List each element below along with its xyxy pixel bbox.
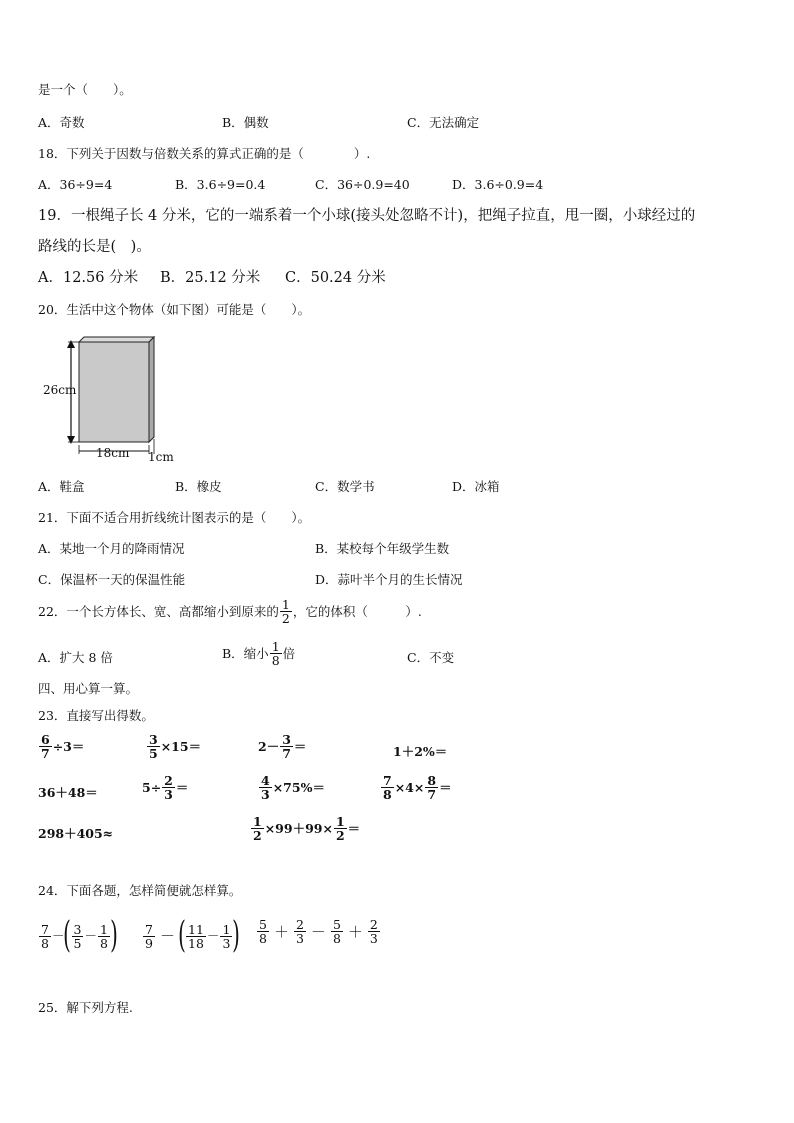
- q22-option-b-fraction: $\frac{1}{8}$: [271, 639, 280, 668]
- q23-expr-8: $\frac{7}{8}$ ×4× $\frac{8}{7}$ ＝: [383, 773, 452, 802]
- q18-option-d: D．3.6÷0.9=4: [452, 177, 544, 192]
- q21-option-b: B．某校每个年级学生数: [315, 541, 450, 556]
- q22-stem: [38, 598, 422, 625]
- q22-option-c: C．不变: [407, 650, 455, 665]
- q25-stem: 25．解下列方程.: [38, 1000, 133, 1015]
- q17-option-b: B．偶数: [222, 115, 269, 130]
- section-4-title: 四、用心算一算。: [38, 681, 139, 696]
- q18-option-b: B．3.6÷9=0.4: [175, 177, 266, 192]
- q18-option-a: A．36÷9=4: [38, 177, 113, 192]
- box-side-face: [149, 337, 154, 442]
- q22-stem-before: 22．一个长方体长、宽、高都缩小到原来的: [38, 603, 279, 619]
- q22-stem-after: ，它的体积（ ）.: [292, 603, 422, 619]
- q23-expr-3: 2－ $\frac{3}{7}$ ＝: [258, 732, 307, 761]
- q17-stem-tail: 是一个（ ）。: [38, 82, 132, 97]
- q19-stem-line1: 19．一根绳子长 4 分米，它的一端系着一个小球(接头处忽略不计)，把绳子拉直，甩一圈，小球经过的: [38, 208, 696, 224]
- figure-height-label: 26cm: [43, 383, 77, 397]
- q21-option-c: C．保温杯一天的保温性能: [38, 572, 186, 587]
- q19-option-b: B．25.12 分米: [160, 270, 261, 286]
- q23-expr-9: 298＋405≈: [38, 826, 114, 841]
- q20-option-d: D．冰箱: [452, 479, 500, 494]
- q19-stem-line2: 路线的长是( )。: [38, 239, 151, 255]
- q24-problem-3: $\frac{5}{8}$ ＋ $\frac{2}{3}$ － $\frac{5}{8}$ ＋ $\frac{2}{3}$: [259, 917, 378, 946]
- figure-width-label: 18cm: [96, 446, 130, 460]
- q23-expr-6: 5÷ $\frac{2}{3}$ ＝: [142, 773, 189, 802]
- q19-option-c: C．50.24 分米: [285, 270, 386, 286]
- q20-option-a: A．鞋盒: [38, 479, 85, 494]
- q17-option-c: C．无法确定: [407, 115, 480, 130]
- q20-figure: [38, 332, 188, 467]
- q24-problem-1: $\frac{7}{8}$ － ( $\frac{3}{5}$ － $\frac{1}{8}$ ): [41, 915, 118, 956]
- q17-option-a: A．奇数: [38, 115, 85, 130]
- q18-option-c: C．36÷0.9=40: [315, 177, 410, 192]
- q23-expr-5: 36＋48＝: [38, 785, 98, 800]
- q23-expr-7: $\frac{4}{3}$ ×75%＝: [261, 773, 325, 802]
- q24-problem-2: $\frac{7}{9}$ － ( $\frac{11}{18}$ － $\frac{1}{3}$ ): [145, 915, 241, 956]
- figure-depth-label: 1cm: [148, 450, 174, 464]
- q20-stem: 20．生活中这个物体（如下图）可能是（ ）。: [38, 302, 311, 317]
- q21-stem: 21．下面不适合用折线统计图表示的是（ ）。: [38, 510, 311, 525]
- q23-expr-4: 1＋2%＝: [393, 744, 448, 759]
- q20-option-b: B．橡皮: [175, 479, 222, 494]
- q23-expr-2: $\frac{3}{5}$ ×15＝: [149, 732, 202, 761]
- q20-option-c: C．数学书: [315, 479, 375, 494]
- q23-expr-10: $\frac{1}{2}$ ×99＋99× $\frac{1}{2}$ ＝: [253, 814, 361, 843]
- q22-option-b: B．缩小 $\frac{1}{8}$ 倍: [222, 639, 296, 668]
- box-front-face: [79, 342, 149, 442]
- q24-stem: 24．下面各题，怎样简便就怎样算。: [38, 883, 242, 898]
- q22-fraction: $\frac{1}{2}$: [281, 597, 290, 626]
- q21-option-d: D．蒜叶半个月的生长情况: [315, 572, 463, 587]
- box-top-face: [79, 337, 154, 342]
- q22-option-a: A．扩大 8 倍: [38, 650, 113, 665]
- q19-option-a: A．12.56 分米: [38, 270, 139, 286]
- q23-expr-1: $\frac{6}{7}$ ÷3＝: [41, 732, 85, 761]
- q23-stem: 23．直接写出得数。: [38, 708, 154, 723]
- q18-stem: 18．下列关于因数与倍数关系的算式正确的是（ ）.: [38, 146, 371, 161]
- q21-option-a: A．某地一个月的降雨情况: [38, 541, 185, 556]
